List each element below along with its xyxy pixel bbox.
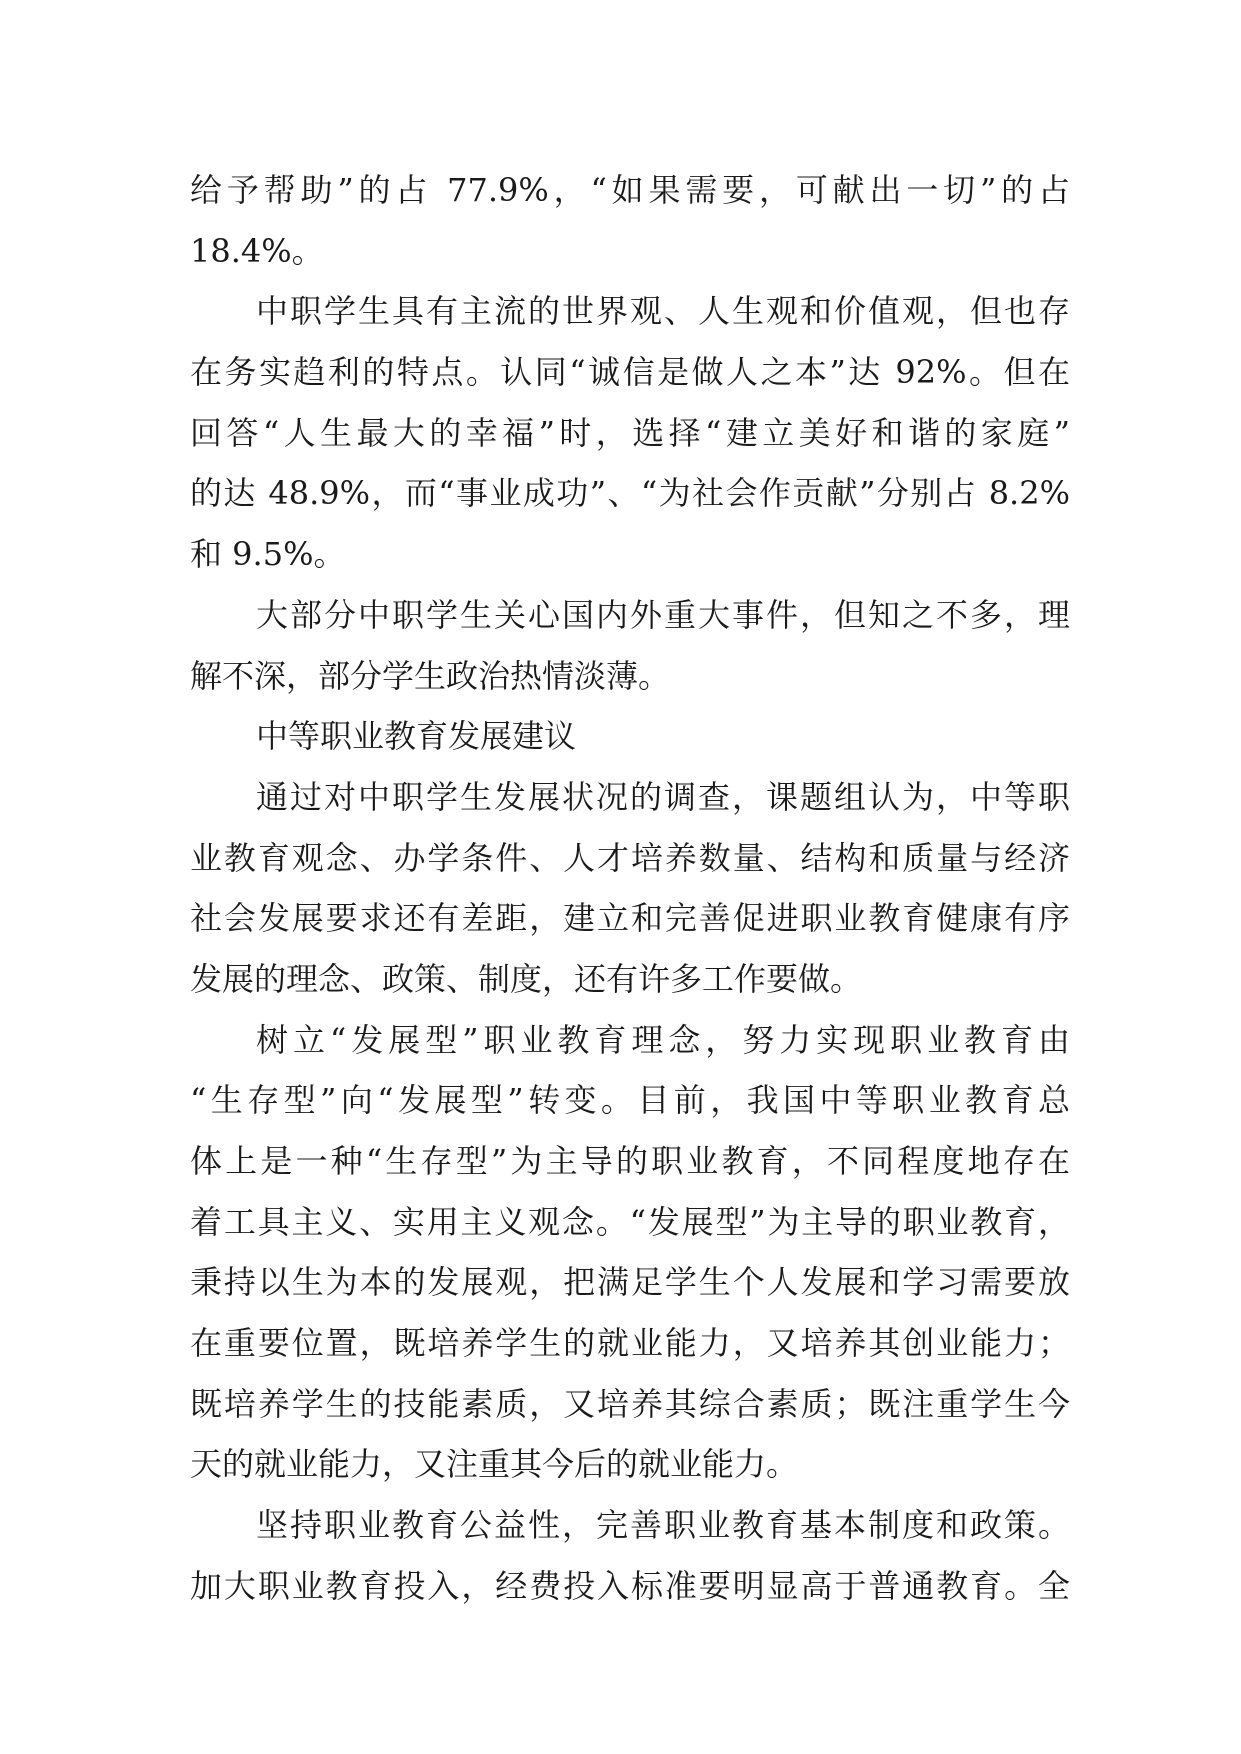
text-line: 树立“发展型”职业教育理念，努力实现职业教育由: [256, 1020, 1070, 1059]
text-line: 通过对中职学生发展状况的调查，课题组认为，中等职: [256, 777, 1070, 816]
section-heading: [190, 706, 1070, 767]
text-line: 业教育观念、办学条件、人才培养数量、结构和质量与经济: [190, 838, 1070, 877]
paragraph: [190, 281, 1070, 584]
text-line: 在重要位置，既培养学生的就业能力，又培养其创业能力；: [190, 1324, 1070, 1363]
paragraph: [190, 160, 1070, 281]
text-line: 回答“人生最大的幸福”时，选择“建立美好和谐的家庭”: [190, 413, 1070, 452]
body-text: [190, 160, 1070, 1617]
text-line: 的达 48.9%，而“事业成功”、“为社会作贡献”分别占 8.2%: [190, 474, 1070, 513]
text-line: 社会发展要求还有差距，建立和完善促进职业教育健康有序: [190, 899, 1070, 938]
paragraph: [190, 1495, 1070, 1616]
paragraph: [190, 1010, 1070, 1496]
text-line: 天的就业能力，又注重其今后的就业能力。: [190, 1445, 799, 1484]
text-line: 加大职业教育投入，经费投入标准要明显高于普通教育。全: [190, 1566, 1070, 1605]
text-line: 18.4%。: [190, 231, 324, 270]
text-line: 给予帮助”的占 77.9%，“如果需要，可献出一切”的占: [190, 171, 1070, 209]
text-line: 和 9.5%。: [190, 535, 346, 574]
text-line: 秉持以生为本的发展观，把满足学生个人发展和学习需要放: [190, 1263, 1070, 1302]
text-line: “生存型”向“发展型”转变。目前，我国中等职业教育总: [190, 1081, 1070, 1120]
text-line: 大部分中职学生关心国内外重大事件，但知之不多，理: [256, 595, 1070, 634]
text-line: 中职学生具有主流的世界观、人生观和价值观，但也存: [256, 292, 1070, 331]
heading-line: 中等职业教育发展建议: [256, 717, 577, 756]
text-line: 发展的理念、政策、制度，还有许多工作要做。: [190, 959, 863, 998]
text-line: 解不深，部分学生政治热情淡薄。: [190, 656, 671, 695]
paragraph: [190, 585, 1070, 706]
text-line: 体上是一种“生存型”为主导的职业教育，不同程度地存在: [190, 1142, 1070, 1180]
text-line: 在务实趋利的特点。认同“诚信是做人之本”达 92%。但在: [190, 353, 1070, 392]
text-line: 着工具主义、实用主义观念。“发展型”为主导的职业教育，: [190, 1202, 1070, 1241]
text-line: 坚持职业教育公益性，完善职业教育基本制度和政策。: [256, 1506, 1070, 1545]
paragraph: [190, 767, 1070, 1010]
text-line: 既培养学生的技能素质，又培养其综合素质；既注重学生今: [190, 1384, 1070, 1423]
